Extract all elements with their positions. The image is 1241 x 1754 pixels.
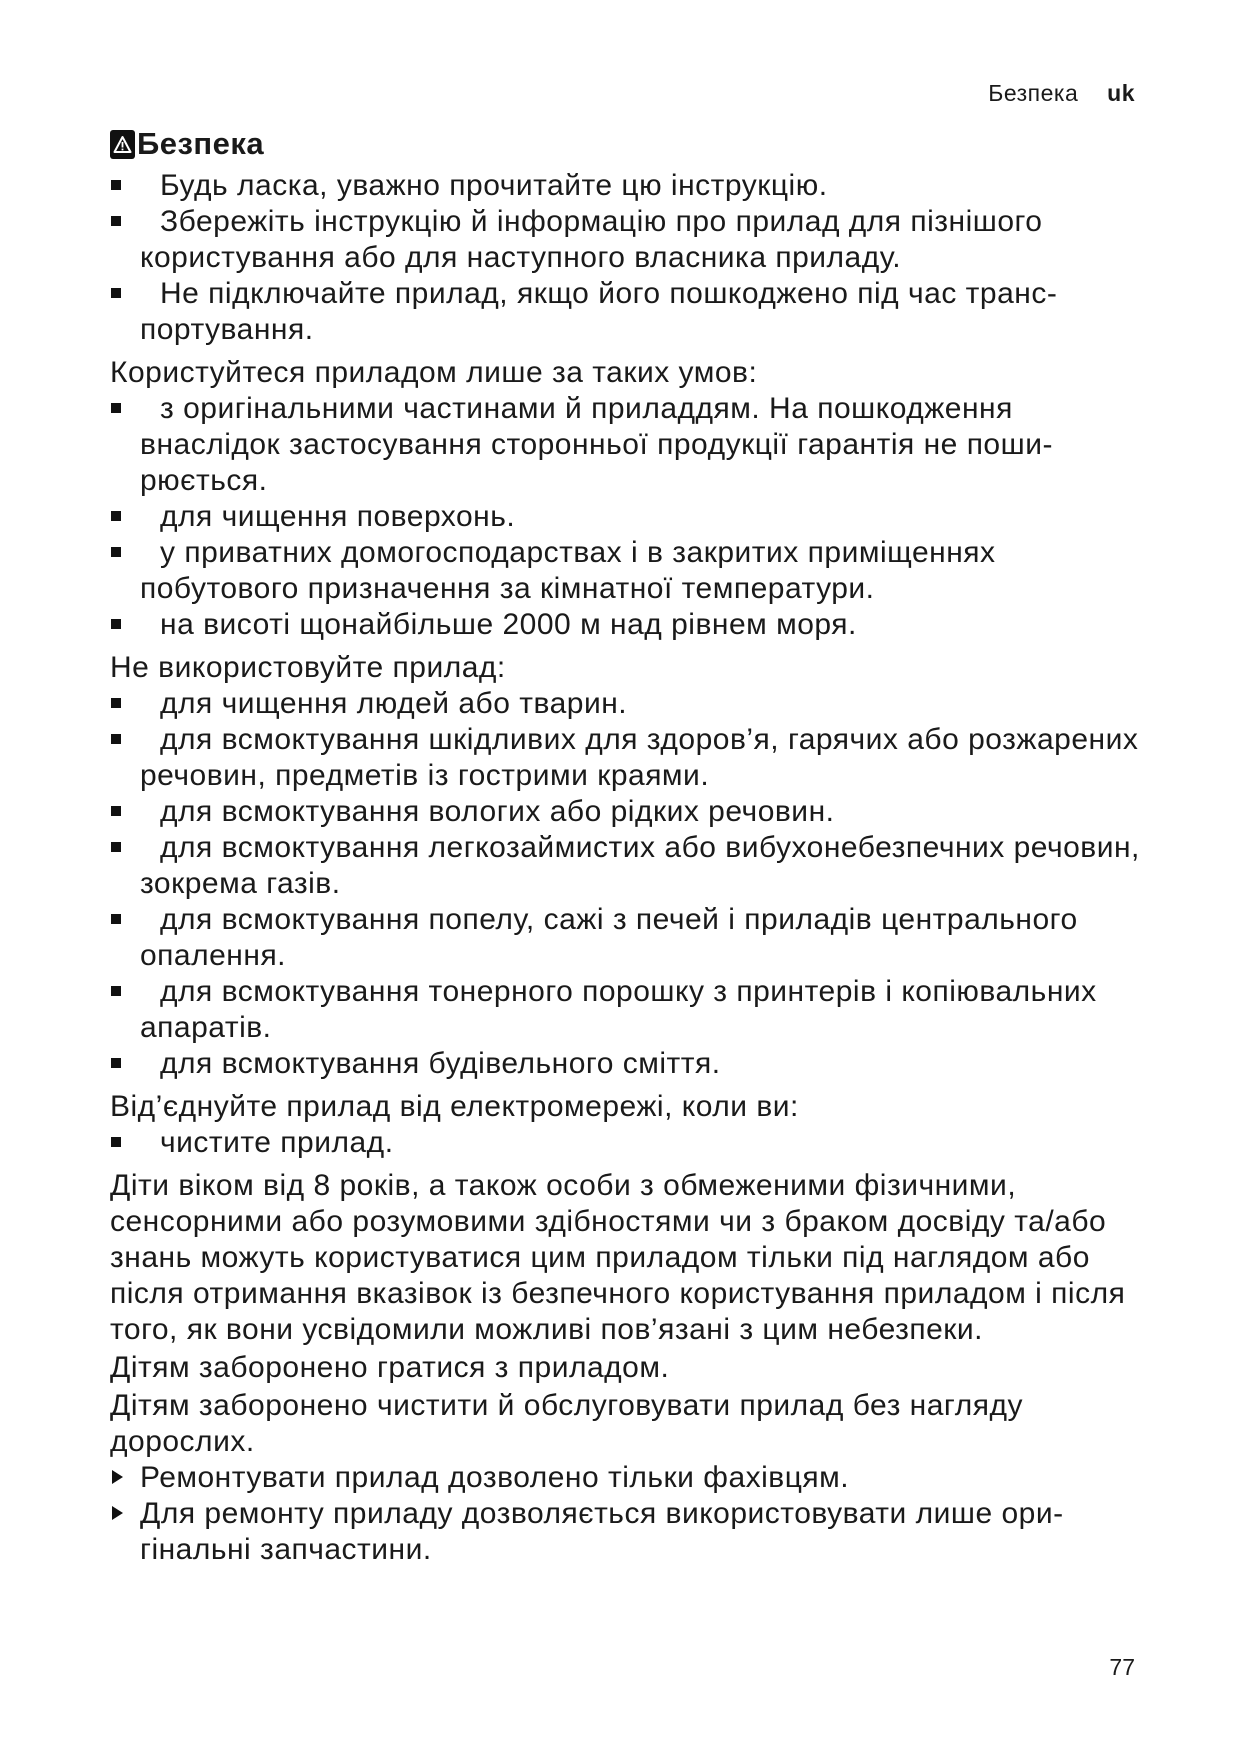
list-item: з оригінальними частинами й приладдям. На пошкодження внаслідок застосування сторонньої продукції гарантія не поширюється. bbox=[110, 391, 1140, 499]
instruction-item: Для ремонту приладу дозволяється використовувати лише оригінальні запчастини. bbox=[110, 1496, 1140, 1568]
running-header bbox=[988, 80, 1135, 107]
list-item: у приватних домогосподарствах і в закритих приміщеннях побутового призначення за кімнатної температури. bbox=[110, 535, 1140, 607]
children-paragraph: Діти віком від 8 років, а також особи з обмеженими фізичними, сенсорними або розумовими здібностями чи з браком досвіду та/або знань можуть користуватися цим приладом тільки під наглядом або після отримання вказівок із безпечного користування приладом і після того, як вони усвідомили можливі пов’язані з цим небезпеки. bbox=[110, 1169, 1126, 1346]
dont-list bbox=[110, 686, 1140, 1082]
header-lang: uk bbox=[1107, 80, 1135, 106]
list-item: для всмоктування вологих або рідких речовин. bbox=[110, 794, 1140, 830]
disconnect-heading: Від’єднуйте прилад від електромережі, коли ви: bbox=[110, 1090, 799, 1123]
list-item: чистите прилад. bbox=[110, 1125, 1140, 1161]
header-section: Безпека bbox=[988, 80, 1079, 106]
list-item: для всмоктування попелу, сажі з печей і приладів центрального опалення. bbox=[110, 902, 1140, 974]
use-heading: Користуйтеся приладом лише за таких умов: bbox=[110, 356, 758, 389]
repair-list bbox=[110, 1460, 1140, 1568]
section-title bbox=[110, 124, 1140, 164]
list-item: для всмоктування легкозаймистих або вибухонебезпечних речовин, зокрема газів. bbox=[110, 830, 1140, 902]
list-item: Будь ласка, уважно прочитайте цю інструкцію. bbox=[110, 168, 1140, 204]
section-title-text: Безпека bbox=[137, 126, 265, 161]
list-item: для чищення поверхонь. bbox=[110, 499, 1140, 535]
instruction-item: Ремонтувати прилад дозволено тільки фахівцям. bbox=[110, 1460, 1140, 1496]
list-item: Збережіть інструкцію й інформацію про прилад для пізнішого користування або для наступного власника приладу. bbox=[110, 204, 1140, 276]
children-cleaning-paragraph: Дітям заборонено чистити й обслуговувати прилад без нагляду дорослих. bbox=[110, 1389, 1023, 1458]
intro-list bbox=[110, 168, 1140, 348]
dont-heading: Не використовуйте прилад: bbox=[110, 651, 506, 684]
list-item: для всмоктування шкідливих для здоров’я, гарячих або розжарених речовин, предметів із гострими краями. bbox=[110, 722, 1140, 794]
list-item: для чищення людей або тварин. bbox=[110, 686, 1140, 722]
children-play-paragraph: Дітям заборонено гратися з приладом. bbox=[110, 1351, 670, 1384]
use-list bbox=[110, 391, 1140, 643]
page-content bbox=[110, 124, 1140, 1568]
list-item: для всмоктування тонерного порошку з принтерів і копіювальних апаратів. bbox=[110, 974, 1140, 1046]
list-item: на висоті щонайбільше 2000 м над рівнем моря. bbox=[110, 607, 1140, 643]
page-number: 77 bbox=[1109, 1654, 1135, 1680]
list-item: Не підключайте прилад, якщо його пошкоджено під час транспортування. bbox=[110, 276, 1140, 348]
list-item: для всмоктування будівельного сміття. bbox=[110, 1046, 1140, 1082]
warning-icon bbox=[110, 130, 135, 159]
disconnect-list bbox=[110, 1125, 1140, 1161]
